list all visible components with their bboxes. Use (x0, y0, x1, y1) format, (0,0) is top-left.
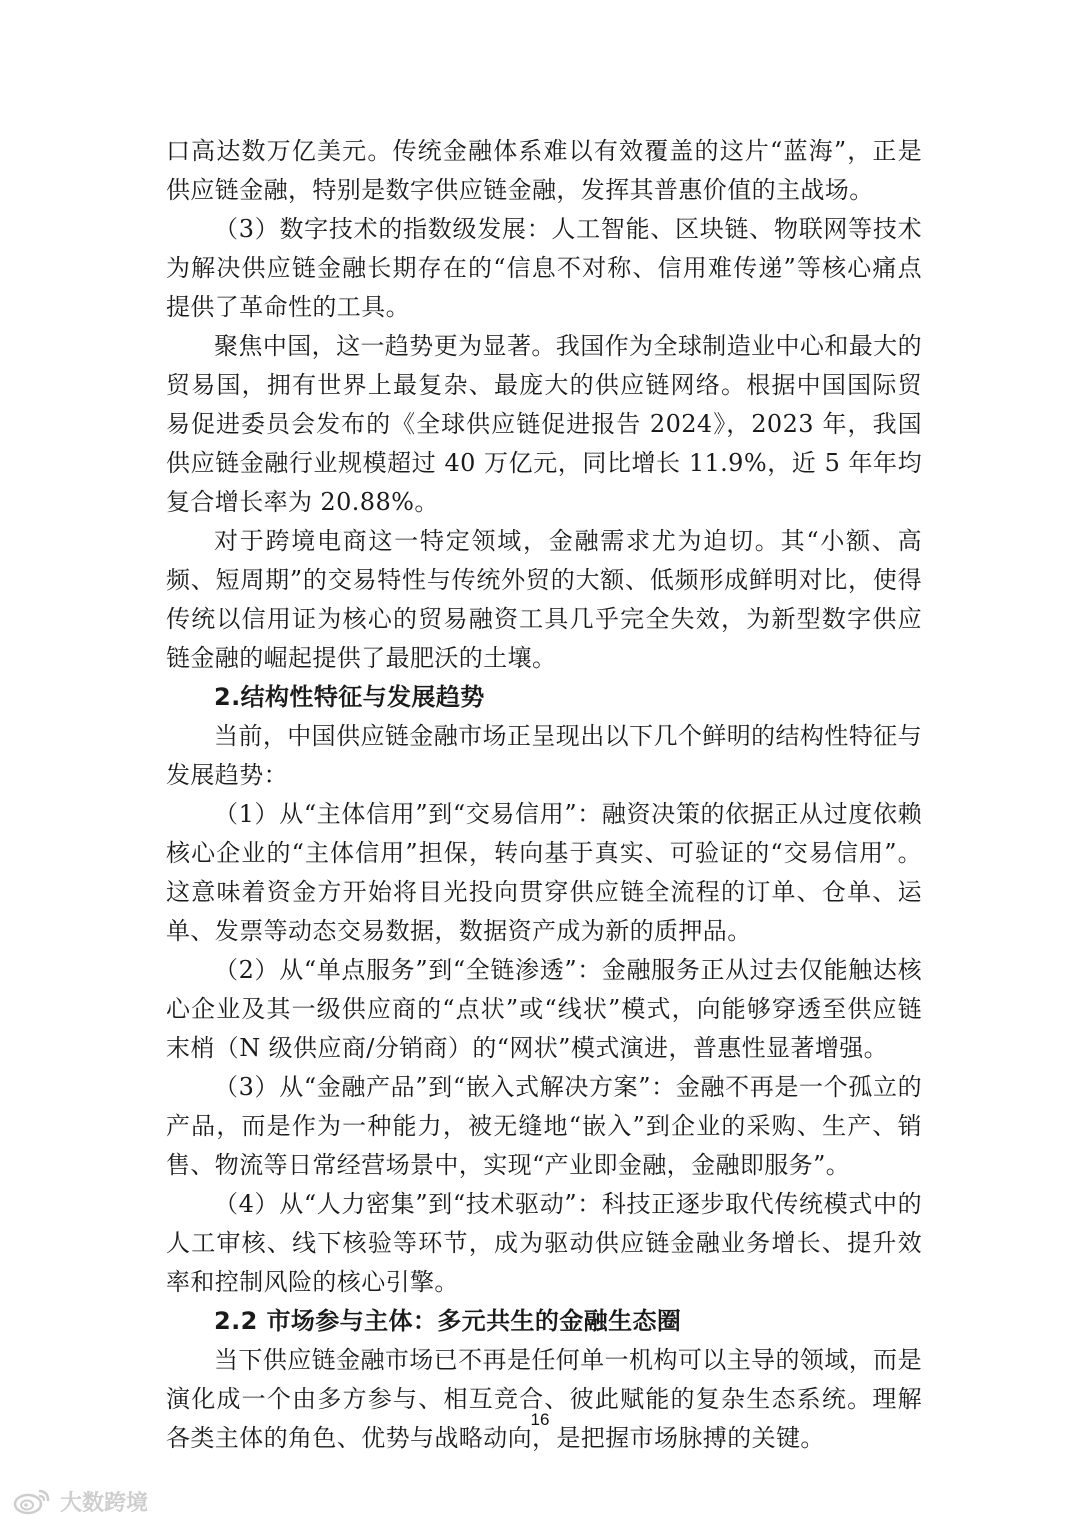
paragraph-trend-3: （3）从“金融产品”到“嵌入式解决方案”：金融不再是一个孤立的产品，而是作为一种能力，被无缝地“嵌入”到企业的采购、生产、销售、物流等日常经营场景中，实现“产业即金融，金融即服务”。 (166, 1073, 922, 1179)
paragraph-digital-tech: （3）数字技术的指数级发展：人工智能、区块链、物联网等技术为解决供应链金融长期存在的“信息不对称、信用难传递”等核心痛点提供了革命性的工具。 (166, 215, 922, 321)
weibo-logo-icon (12, 1487, 52, 1515)
paragraph-trend-2: （2）从“单点服务”到“全链渗透”：金融服务正从过去仅能触达核心企业及其一级供应商的“点状”或“线状”模式，向能够穿透至供应链末梢（N 级供应商/分销商）的“网状”模式演进，普惠性显著增强。 (166, 956, 922, 1062)
document-page (166, 132, 922, 1458)
paragraph-cross-border: 对于跨境电商这一特定领域，金融需求尤为迫切。其“小额、高频、短周期”的交易特性与传统外贸的大额、低频形成鲜明对比，使得传统以信用证为核心的贸易融资工具几乎完全失效，为新型数字供应链金融的崛起提供了最肥沃的土壤。 (166, 527, 922, 672)
watermark-text: 大数跨境 (60, 1490, 149, 1516)
section-heading-participants: 2.2 市场参与主体：多元共生的金融生态圈 (214, 1307, 682, 1335)
paragraph-current-trends: 当前，中国供应链金融市场正呈现出以下几个鲜明的结构性特征与发展趋势： (166, 722, 922, 789)
paragraph-ecosystem: 当下供应链金融市场已不再是任何单一机构可以主导的领域，而是演化成一个由多方参与、相互竞合、彼此赋能的复杂生态系统。理解各类主体的角色、优势与战略动向，是把握市场脉搏的关键。 (166, 1346, 922, 1452)
paragraph-continuation: 口高达数万亿美元。传统金融体系难以有效覆盖的这片“蓝海”，正是供应链金融，特别是数字供应链金融，发挥其普惠价值的主战场。 (166, 137, 922, 204)
paragraph-trend-1: （1）从“主体信用”到“交易信用”：融资决策的依据正从过度依赖核心企业的“主体信用”担保，转向基于真实、可验证的“交易信用”。这意味着资金方开始将目光投向贯穿供应链全流程的订单、仓单、运单、发票等动态交易数据，数据资产成为新的质押品。 (166, 800, 922, 945)
paragraph-china-focus: 聚焦中国，这一趋势更为显著。我国作为全球制造业中心和最大的贸易国，拥有世界上最复杂、最庞大的供应链网络。根据中国国际贸易促进委员会发布的《全球供应链促进报告 2024》，2023 年，我国供应链金融行业规模超过 40 万亿元，同比增长 11.9%，近 5 年年均复合增长率为 20.88%。 (166, 332, 922, 516)
watermark (12, 1486, 148, 1516)
paragraph-trend-4: （4）从“人力密集”到“技术驱动”：科技正逐步取代传统模式中的人工审核、线下核验等环节，成为驱动供应链金融业务增长、提升效率和控制风险的核心引擎。 (166, 1190, 922, 1296)
section-heading-structural: 2.结构性特征与发展趋势 (214, 683, 485, 711)
page-number: 16 (530, 1410, 550, 1429)
